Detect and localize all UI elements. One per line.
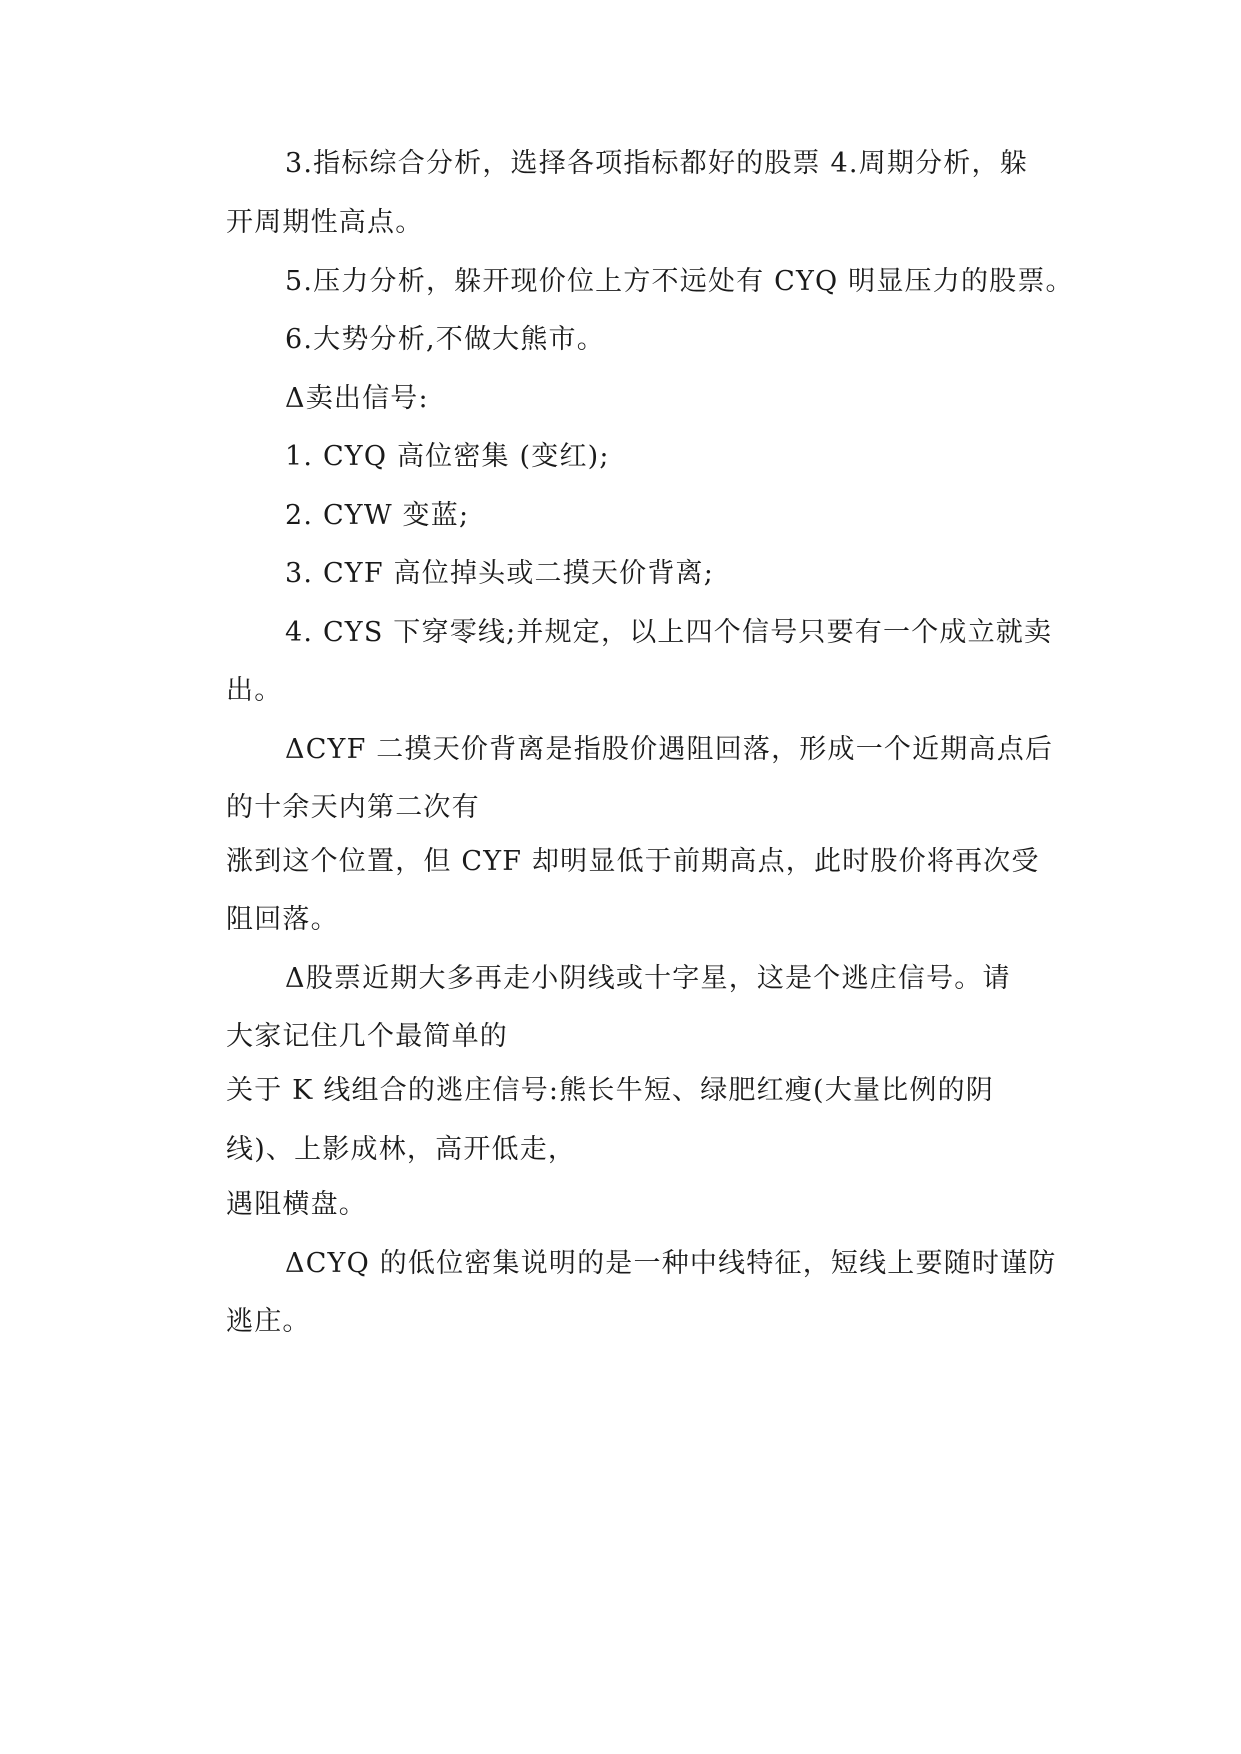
text-line: ΔCYQ 的低位密集说明的是一种中线特征，短线上要随时谨防: [285, 1248, 1057, 1279]
text-line: 阻回落。: [226, 904, 339, 935]
text-line: 6.大势分析,不做大熊市。: [285, 324, 605, 355]
text-line: 遇阻横盘。: [226, 1189, 367, 1220]
text-line: 开周期性高点。: [226, 207, 424, 238]
text-line: 4. CYS 下穿零线;并规定，以上四个信号只要有一个成立就卖: [285, 617, 1053, 648]
text-line: Δ股票近期大多再走小阴线或十字星，这是个逃庄信号。请: [285, 963, 1011, 994]
text-line: 1. CYQ 高位密集 (变红);: [285, 441, 610, 472]
text-line: 线)、上影成林，高开低走，: [226, 1134, 577, 1165]
text-line: 关于 K 线组合的逃庄信号:熊长牛短、绿肥红瘦(大量比例的阴: [226, 1075, 994, 1106]
text-line: Δ卖出信号:: [285, 383, 429, 414]
text-line: 涨到这个位置，但 CYF 却明显低于前期高点，此时股价将再次受: [226, 846, 1040, 877]
text-line: 出。: [226, 675, 283, 706]
text-line: 3.指标综合分析，选择各项指标都好的股票 4.周期分析，躲: [285, 148, 1028, 179]
text-line: ΔCYF 二摸天价背离是指股价遇阻回落，形成一个近期高点后: [285, 734, 1054, 765]
text-line: 大家记住几个最简单的: [226, 1021, 508, 1052]
text-line: 的十余天内第二次有: [226, 792, 480, 823]
text-line: 2. CYW 变蓝;: [285, 500, 470, 531]
text-line: 逃庄。: [226, 1306, 311, 1337]
text-line: 5.压力分析，躲开现价位上方不远处有 CYQ 明显压力的股票。: [285, 266, 1074, 297]
text-line: 3. CYF 高位掉头或二摸天价背离;: [285, 558, 715, 589]
